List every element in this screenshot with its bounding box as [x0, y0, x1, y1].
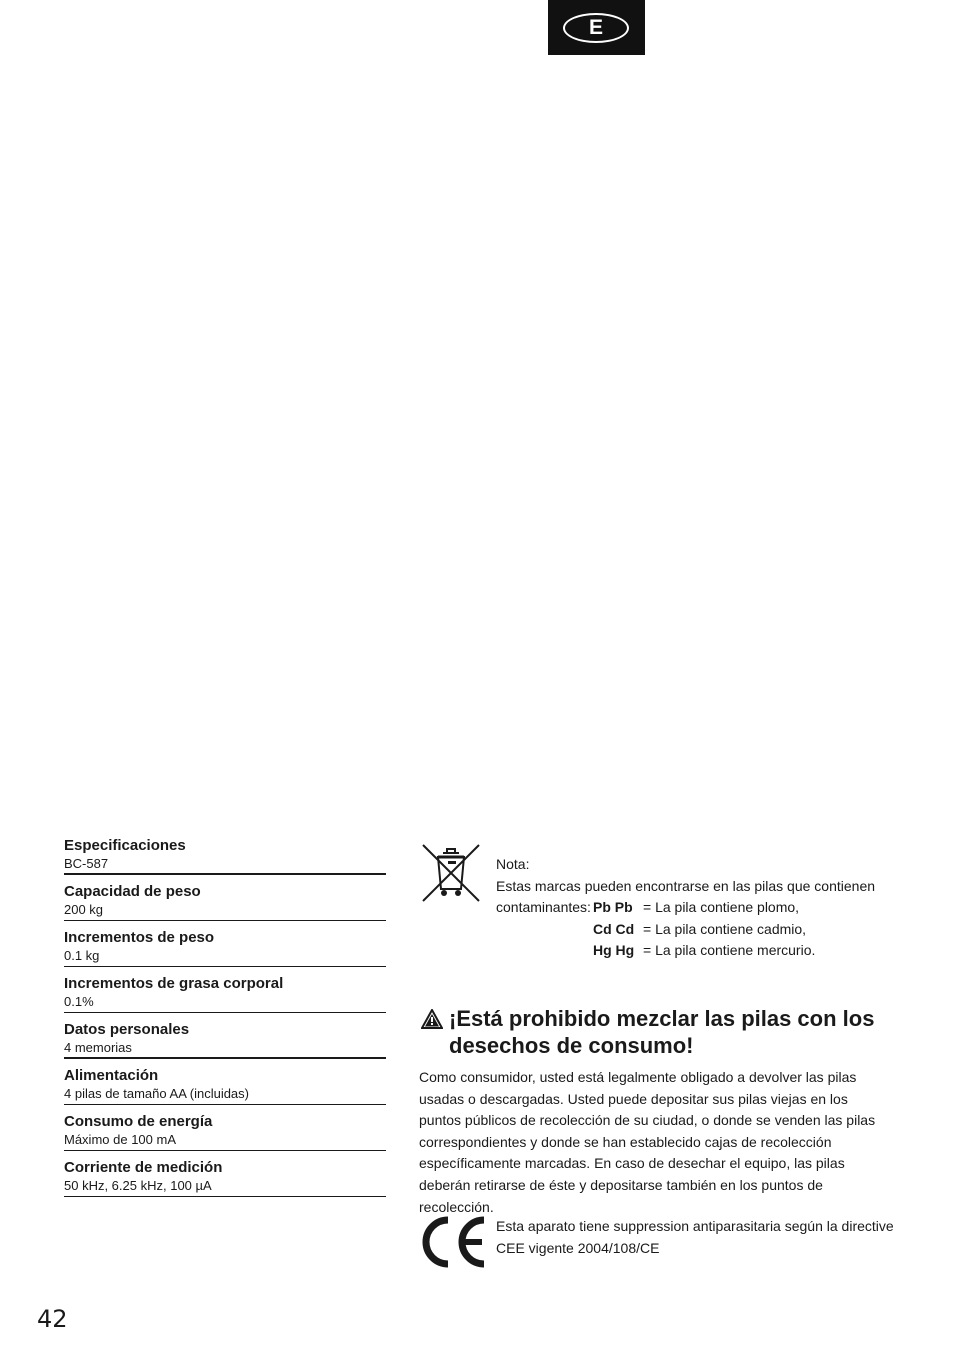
spec-value: BC-587 [64, 856, 109, 871]
specifications-table [64, 835, 386, 1203]
spec-value: 4 memorias [64, 1040, 132, 1055]
spec-row [64, 1157, 386, 1197]
battery-disposal-warning [419, 1005, 899, 1218]
spec-row [64, 881, 386, 921]
ce-line: CEE vigente 2004/108/CE [496, 1240, 660, 1256]
spec-label: Incrementos de peso [64, 929, 215, 946]
chemical-row [593, 940, 815, 962]
spec-label: Consumo de energía [64, 1113, 213, 1130]
note-line: Estas marcas pueden encontrarse en las pilas que contienen [496, 877, 876, 894]
spec-row [64, 973, 386, 1013]
spec-row [64, 835, 386, 875]
spec-row [64, 1019, 386, 1059]
chemical-symbol: Hg Hg [593, 942, 635, 958]
note-heading: Nota: [496, 856, 530, 872]
chemical-symbol: Pb Pb [593, 899, 633, 915]
warning-title-line: ¡Está prohibido mezclar las pilas con los [449, 1006, 875, 1031]
chemical-text: = La pila contiene cadmio, [643, 920, 807, 937]
chemical-symbol: Cd Cd [593, 920, 635, 937]
spec-label: Alimentación [64, 1067, 159, 1084]
chemical-row [593, 919, 806, 941]
spec-value: 0.1 kg [64, 948, 100, 963]
ce-statement [496, 1215, 896, 1259]
spec-label: Datos personales [64, 1021, 190, 1038]
spec-row [64, 927, 386, 967]
warning-body: Como consumidor, usted está legalmente obligado a devolver las pilas usadas o descargadas. Usted puede depositar sus pilas viejas en los puntos públicos de recolección de su ciudad, o donde se venden las pilas correspondientes y donde se han establecido cajas de recolección específicamente marcadas. En caso de desechar el equipo, las pilas deberán retirarse de éste y depositarse también en los puntos de recolección. [419, 1069, 876, 1215]
spec-label: Incrementos de grasa corporal [64, 975, 284, 992]
warning-triangle-icon [421, 1009, 443, 1029]
spec-value: 50 kHz, 6.25 kHz, 100 µA [64, 1178, 212, 1193]
chemical-text: = La pila contiene plomo, [643, 899, 800, 915]
spec-label: Corriente de medición [64, 1159, 223, 1176]
note-line: contaminantes: [496, 899, 591, 915]
warning-title-line: desechos de consumo! [449, 1033, 694, 1058]
spec-value: 200 kg [64, 902, 104, 917]
chemical-text: = La pila contiene mercurio. [643, 942, 816, 958]
spec-row [64, 1065, 386, 1105]
spec-value: Máximo de 100 mA [64, 1132, 176, 1147]
spec-label: Especificaciones [64, 837, 186, 854]
crossed-bin-icon [421, 843, 481, 903]
ce-mark-icon [418, 1216, 488, 1268]
language-tab [548, 0, 645, 55]
ce-line: Esta aparato tiene suppression antiparasitaria según la directive [496, 1218, 894, 1234]
spec-label: Capacidad de peso [64, 883, 201, 900]
warning-title [419, 1005, 899, 1059]
battery-note [496, 854, 896, 958]
page-number: 42 [37, 1305, 68, 1333]
spec-value: 4 pilas de tamaño AA (incluidas) [64, 1086, 249, 1101]
spec-value: 0.1% [64, 994, 94, 1009]
chemical-row [593, 897, 799, 919]
spec-row [64, 1111, 386, 1151]
language-label: E [563, 13, 629, 43]
